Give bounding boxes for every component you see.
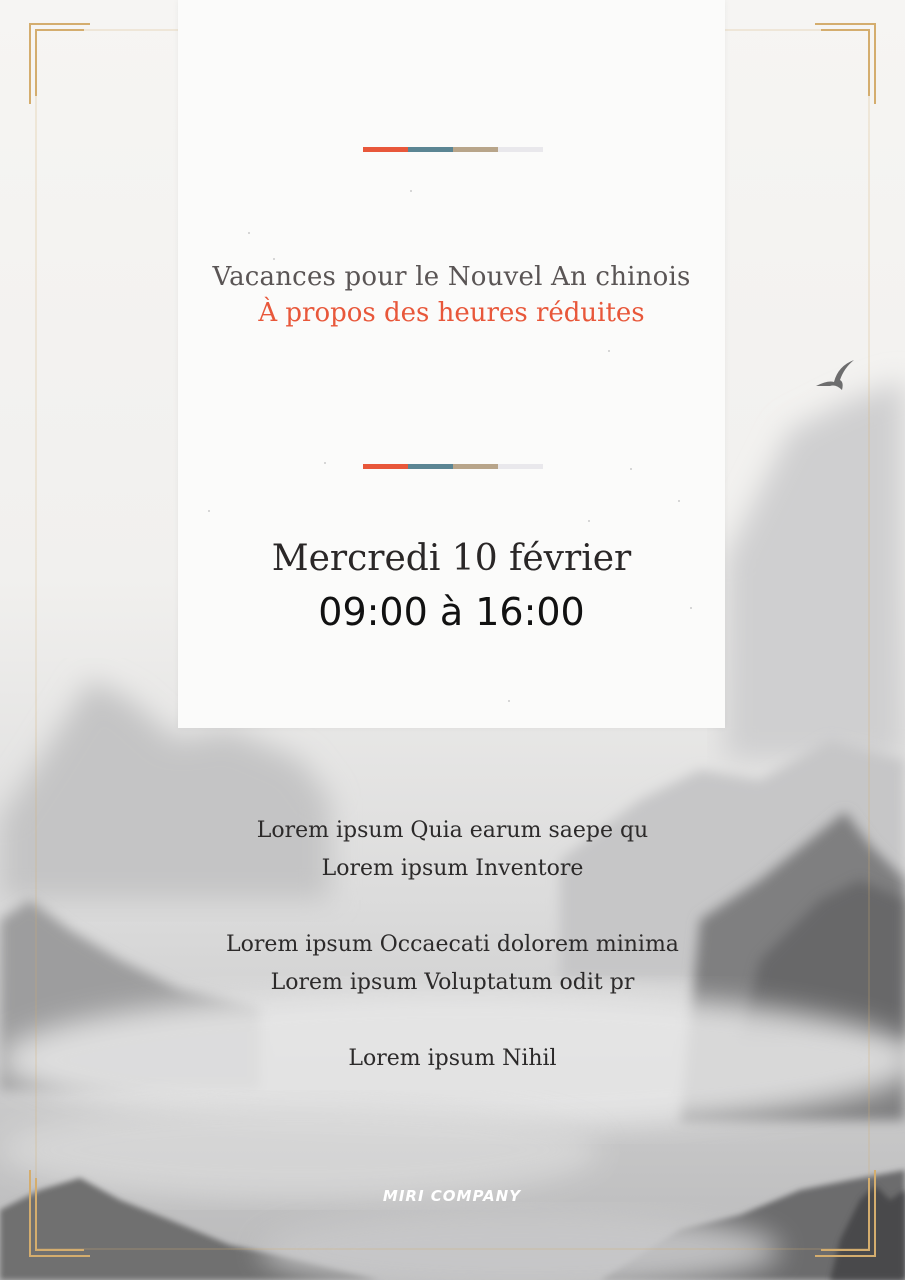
color-stripe-middle (363, 464, 543, 469)
body-line: Lorem ipsum Inventore (321, 856, 584, 881)
event-subtitle: Vacances pour le Nouvel An chinois (212, 262, 691, 292)
body-text (150, 812, 755, 1078)
stripe-segment-grey (498, 147, 543, 152)
stripe-segment-teal (408, 464, 453, 469)
bird-icon (814, 356, 856, 394)
event-date: Mercredi 10 février (271, 538, 632, 579)
stripe-segment-teal (408, 147, 453, 152)
spacer (150, 1002, 755, 1040)
body-line: Lorem ipsum Voluptatum odit pr (270, 970, 635, 995)
spacer (150, 888, 755, 926)
body-line: Lorem ipsum Quia earum saepe qu (256, 818, 649, 843)
stripe-segment-red (363, 464, 408, 469)
stripe-segment-tan (453, 147, 498, 152)
stripe-segment-grey (498, 464, 543, 469)
company-logo: MIRI COMPANY (382, 1187, 522, 1205)
body-line: Lorem ipsum Occaecati dolorem minima (226, 932, 679, 957)
color-stripe-top (363, 147, 543, 152)
event-title: À propos des heures réduites (258, 298, 645, 328)
event-hours: 09:00 à 16:00 (318, 590, 585, 634)
stripe-segment-red (363, 147, 408, 152)
body-line: Lorem ipsum Nihil (348, 1046, 557, 1071)
stripe-segment-tan (453, 464, 498, 469)
